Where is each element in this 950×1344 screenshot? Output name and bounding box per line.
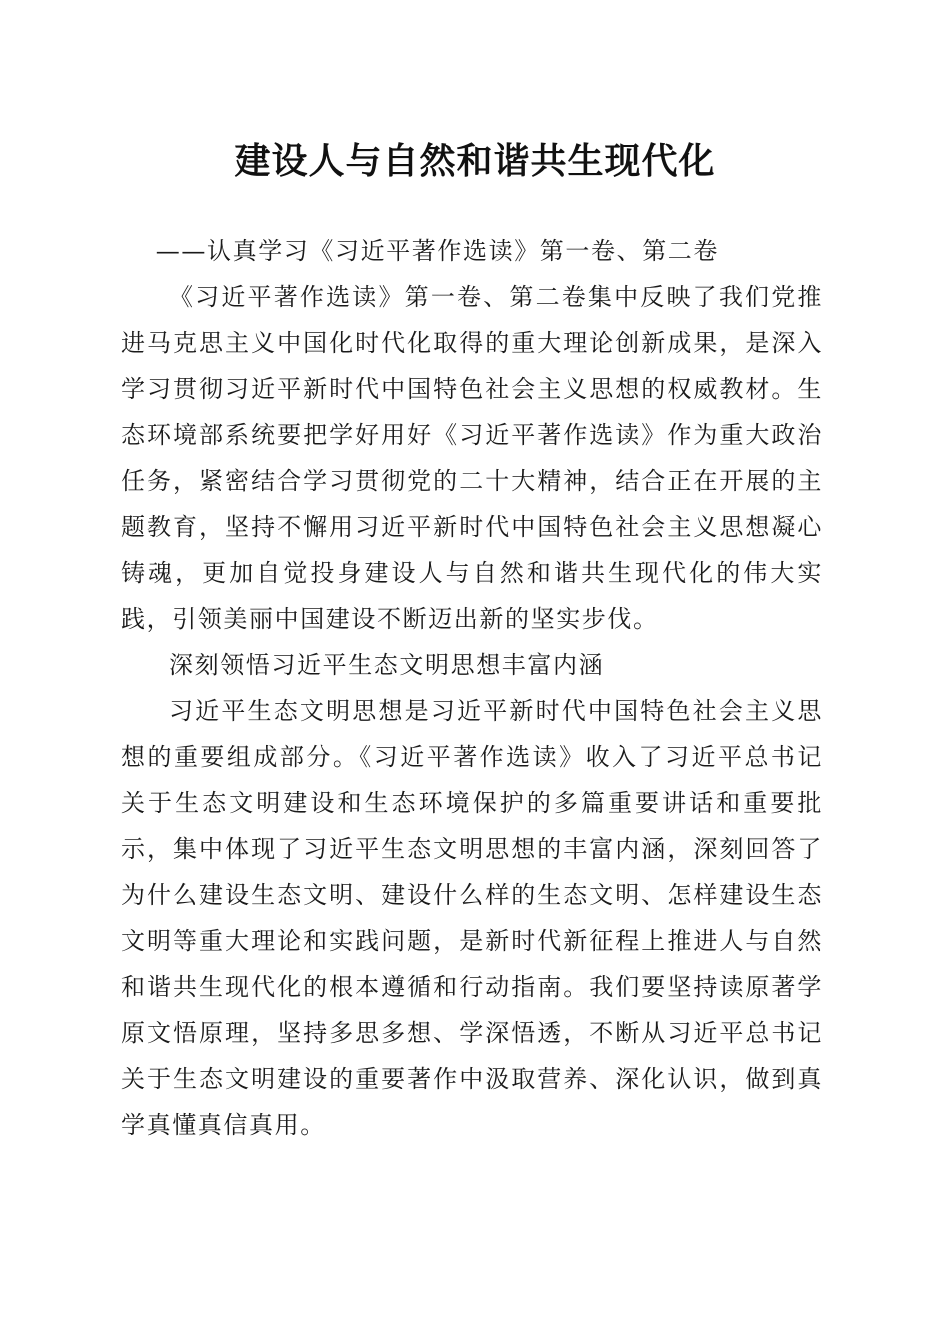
paragraph-intro: 《习近平著作选读》第一卷、第二卷集中反映了我们党推进马克思主义中国化时代化取得的重大理论创新成果，是深入学习贯彻习近平新时代中国特色社会主义思想的权威教材。生态环境部系统要把学好用好《习近平著作选读》作为重大政治任务，紧密结合学习贯彻党的二十大精神，结合正在开展的主题教育，坚持不懈用习近平新时代中国特色社会主义思想凝心铸魂，更加自觉投身建设人与自然和谐共生现代化的伟大实践，引领美丽中国建设不断迈出新的坚实步伐。 xyxy=(121,283,823,633)
document-subtitle: ——认真学习《习近平著作选读》第一卷、第二卷 xyxy=(155,237,719,265)
document-title: 建设人与自然和谐共生现代化 xyxy=(234,140,716,182)
paragraph-section-one: 习近平生态文明思想是习近平新时代中国特色社会主义思想的重要组成部分。《习近平著作选读》收入了习近平总书记关于生态文明建设和生态环境保护的多篇重要讲话和重要批示，集中体现了习近平生态文明思想的丰富内涵，深刻回答了为什么建设生态文明、建设什么样的生态文明、怎样建设生态文明等重大理论和实践问题，是新时代新征程上推进人与自然和谐共生现代化的根本遵循和行动指南。我们要坚持读原著学原文悟原理，坚持多思多想、学深悟透，不断从习近平总书记关于生态文明建设的重要著作中汲取营养、深化认识，做到真学真懂真信真用。 xyxy=(121,697,823,1139)
document-body xyxy=(121,228,823,1148)
section-heading: 深刻领悟习近平生态文明思想丰富内涵 xyxy=(169,651,605,679)
